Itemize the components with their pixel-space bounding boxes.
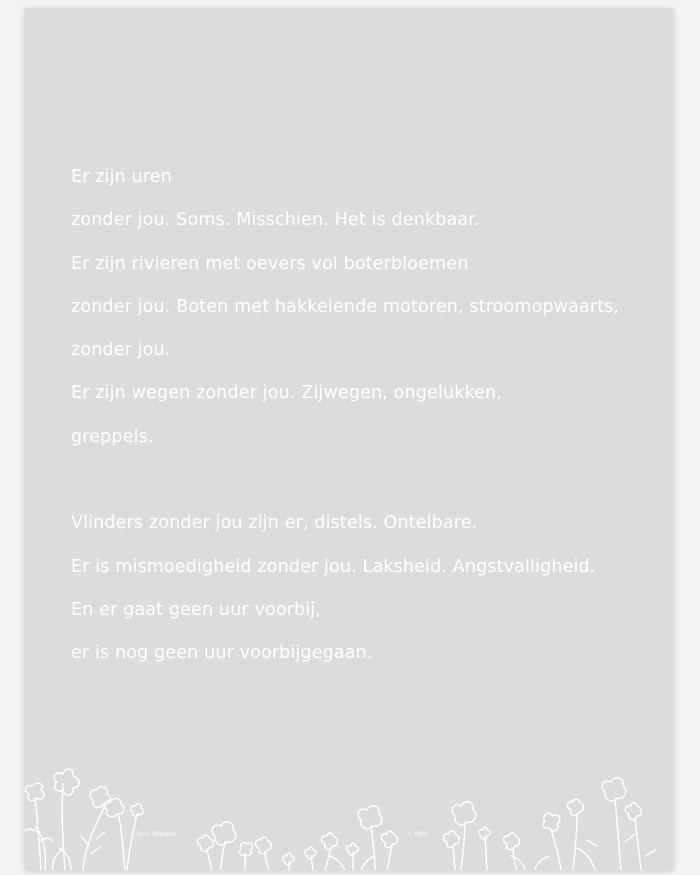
flower-border-illustration	[25, 746, 673, 870]
poem-line: zonder jou.	[71, 340, 171, 361]
poem-card	[25, 8, 673, 870]
stanza-break	[71, 459, 661, 502]
poem-line: Er zijn uren	[71, 167, 172, 187]
flower-cluster-right	[443, 778, 655, 870]
poem-line: greppels.	[71, 426, 154, 447]
flower-cluster-middle	[197, 806, 397, 870]
poem-text	[71, 156, 661, 676]
flower-cluster-left	[25, 769, 143, 870]
author-credit: Toon Tellegen	[136, 831, 177, 838]
poem-line: Er zijn wegen zonder jou. Zijwegen, ongelukken,	[71, 383, 503, 404]
poem-line: Vlinders zonder jou zijn er, distels. Ontelbare.	[71, 513, 478, 534]
poem-line: zonder jou. Boten met hakkelende motoren, stroomopwaarts,	[71, 296, 620, 317]
poem-line: En er gaat geen uur voorbij,	[71, 599, 322, 620]
poem-line: zonder jou. Soms. Misschien. Het is denkbaar.	[71, 210, 480, 231]
source-credit: © Plint	[407, 831, 429, 838]
poem-line: Er is mismoedigheid zonder jou. Laksheid. Angstvalligheid.	[71, 556, 596, 577]
poem-line: er is nog geen uur voorbijgegaan.	[71, 643, 373, 664]
poem-line: Er zijn rivieren met oevers vol boterbloemen	[71, 253, 469, 274]
